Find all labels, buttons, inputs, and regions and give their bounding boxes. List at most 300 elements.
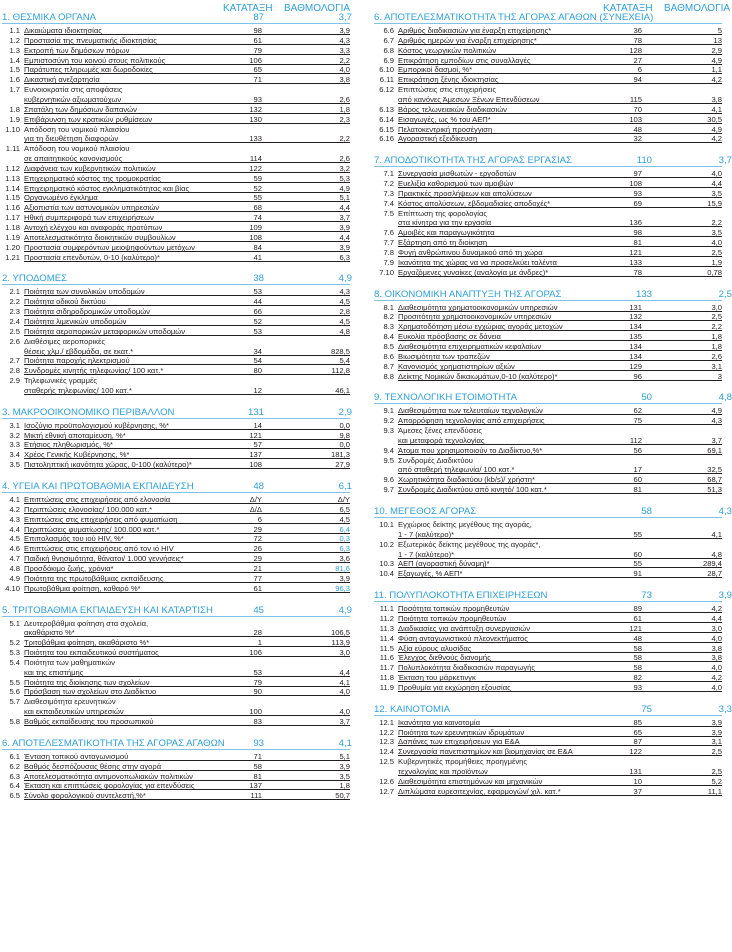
indicator-number: 11.2: [379, 613, 394, 623]
indicator-number: 1.11: [5, 144, 20, 154]
section-name: 6. ΑΠΟΤΕΛΕΣΜΑΤΙΚΟΤΗΤΑ ΤΗΣ ΑΓΟΡΑΣ ΑΓΑΘΩΝ: [2, 737, 225, 749]
indicator-score: 2,9: [711, 45, 722, 55]
indicator-label: Εγχώριος δείκτης μεγέθους της αγοράς,: [398, 520, 532, 529]
indicator-label: Έλεγχος διεθνούς διανομής: [398, 653, 491, 663]
section-score: 4,9: [338, 604, 352, 616]
indicator-label: Συνεργασία πανεπιστημίων και βιομηχανίας σε Ε&Α: [398, 747, 573, 757]
indicator-label: Διαδικασίες για ανάπτυξη συνεργασιών: [398, 623, 531, 633]
indicator-label: Έκταση και επιπτώσεις φορολογίας για επενδύσεις: [24, 781, 195, 791]
indicator-rank: 78: [633, 35, 642, 45]
indicator-score: 2,6: [339, 94, 350, 104]
indicator-label: Ποσότητα τοπικών προμηθευτών: [398, 604, 510, 614]
indicator-score: 3,0: [339, 648, 350, 658]
section-rule: [2, 749, 350, 750]
rank-header: ΚΑΤΑΤΑΞΗ: [223, 3, 273, 14]
indicator-label: Ποιότητα της διοίκησης των σχολείων: [24, 677, 150, 687]
indicator-number: 7.7: [383, 238, 394, 248]
section-rule: [2, 616, 350, 617]
indicator-rank: 1: [257, 638, 262, 648]
indicator-score: 4,4: [711, 179, 722, 189]
indicator-number: 1.3: [9, 45, 20, 55]
indicator-number: 11.5: [379, 643, 394, 653]
indicator-score: Δ/Υ: [337, 495, 350, 504]
indicator-number: 1.15: [5, 193, 20, 203]
indicator-rank: 114: [249, 154, 262, 164]
indicator-score: 5,3: [339, 173, 350, 183]
indicator-score: 113,9: [331, 638, 350, 648]
indicator-number: 1.7: [9, 85, 20, 95]
indicator-rank: 21: [253, 563, 262, 573]
indicator-rank: 112: [629, 435, 642, 445]
indicator-rank: 57: [253, 440, 262, 450]
indicator-score: 4,9: [711, 406, 722, 416]
indicator-rank: 32: [633, 134, 642, 144]
indicator-score: 1,9: [711, 257, 722, 267]
indicator-label: Εξαγωγές, % ΑΕΠ*: [398, 569, 463, 579]
indicator-number: 1.4: [9, 55, 20, 65]
indicator-rank: 80: [253, 366, 262, 376]
indicator-score: 3,0: [711, 623, 722, 633]
section-rule: [374, 300, 722, 301]
section-rank: 131: [247, 406, 264, 418]
indicator-label: Ποιότητα του εκπαιδευτικού συστήματος: [24, 648, 159, 658]
indicator-score: 0,3: [339, 534, 350, 544]
indicator-label: Επιχειρηματικό κόστος της τρομοκρατίας: [24, 173, 161, 183]
indicator-label: Βαθμός δεσπόζουσας θέσης στην αγορά: [24, 761, 162, 771]
section-rank: 75: [641, 703, 652, 715]
indicator-score: 3,2: [339, 163, 350, 173]
indicator-rank: 52: [253, 183, 262, 193]
indicator-label: σε απαιτητικούς κανονισμούς: [24, 154, 123, 164]
indicator-number: 7.1: [383, 169, 394, 179]
indicator-rank: 58: [253, 761, 262, 771]
section-name: 7. ΑΠΟΔΟΤΙΚΟΤΗΤΑ ΤΗΣ ΑΓΟΡΑΣ ΕΡΓΑΣΙΑΣ: [374, 155, 572, 167]
indicator-number: 6.13: [379, 104, 394, 114]
indicator-number: 8.3: [383, 322, 394, 332]
indicator-rank: 72: [253, 534, 262, 544]
indicator-label: Επιπολασμός του ιού HIV, %*: [24, 534, 124, 544]
indicator-label: Παιδική θνησιμότητα, θάνατοι/ 1.000 γεννήσεις*: [24, 554, 184, 564]
indicator-score: 6,3: [339, 544, 350, 554]
indicator-label: Απόδοση του νομικού πλαισίου: [24, 124, 130, 134]
indicator-rank: 90: [253, 687, 262, 697]
section-score: 4,1: [338, 737, 352, 749]
indicator-score: 2,3: [339, 114, 350, 124]
section-name: 1. ΘΕΣΜΙΚΑ ΟΡΓΑΝΑ: [2, 12, 97, 23]
indicator-score: 4,4: [339, 667, 350, 677]
indicator-score: 4,1: [711, 529, 722, 539]
indicator-rank: 68: [253, 203, 262, 213]
indicator-label: Δευτεροβάθμια φοίτηση στα σχολεία,: [24, 618, 149, 628]
indicator-number: 1.5: [9, 65, 20, 75]
indicator-number: 1.19: [5, 232, 20, 242]
indicator-rank: 58: [633, 663, 642, 673]
indicator-rank: 109: [249, 223, 262, 232]
indicator-score: 4,2: [711, 75, 722, 85]
section-name: 12. ΚΑΙΝΟΤΟΜΙΑ: [374, 703, 451, 715]
indicator-label: Φυγή ανθρώπινου δυναμικού από τη χώρα: [398, 248, 543, 257]
indicator-score: 6,3: [339, 252, 350, 262]
indicator-score: 11,1: [707, 786, 722, 796]
indicator-number: 4.4: [9, 524, 20, 534]
section-rule: [374, 601, 722, 602]
indicator-number: 11.7: [379, 663, 394, 673]
indicator-score: 5,1: [339, 751, 350, 761]
indicator-label: Ευελιξία καθορισμού των αμοιβών: [398, 179, 514, 189]
indicator-number: 3.1: [9, 420, 20, 430]
indicator-number: 2.1: [9, 287, 20, 297]
indicator-number: 4.9: [9, 573, 20, 583]
indicator-number: 6.10: [379, 65, 394, 75]
indicator-rank: 98: [253, 26, 262, 35]
indicator-score: 50,7: [335, 791, 350, 801]
section-score: 4,3: [718, 506, 732, 517]
indicator-score: 2,2: [339, 134, 350, 144]
section-rank: 87: [253, 12, 264, 23]
indicator-score: 3,9: [711, 717, 722, 727]
indicator-label: Εισαγωγές, ως % του ΑΕΠ*: [398, 114, 491, 124]
indicator-number: 4.1: [9, 495, 20, 504]
indicator-score: 2,8: [339, 307, 350, 317]
indicator-label: 1 - 7 (καλύτερο)*: [398, 549, 455, 559]
indicator-number: 1.1: [9, 26, 20, 35]
indicator-number: 12.6: [379, 776, 394, 786]
indicator-rank: 6: [257, 514, 262, 524]
indicator-number: 8.8: [383, 371, 394, 381]
indicator-score: 3,9: [339, 26, 350, 35]
indicator-score: 3,7: [711, 435, 722, 445]
indicator-number: 2.2: [9, 297, 20, 307]
indicator-score: 4,0: [711, 633, 722, 643]
indicator-rank: 79: [253, 677, 262, 687]
indicator-label: Διαθέσιμες αεροπορικές: [24, 336, 106, 346]
indicator-label: Προστασία της πνευματικής ιδιοκτησίας: [24, 35, 157, 45]
indicator-rank: 133: [249, 134, 262, 144]
indicator-label: Εκτροπή των δημόσιων πόρων: [24, 45, 130, 55]
indicator-score: 4,8: [339, 326, 350, 336]
indicator-score: 3,1: [711, 361, 722, 371]
indicator-rank: 91: [633, 569, 642, 579]
indicator-rank: 134: [629, 341, 642, 351]
indicator-label: Διαθεσιμότητα χρηματοοικονομικών υπηρεσιών: [398, 302, 558, 312]
indicator-score: 4,1: [339, 677, 350, 687]
section-score: 6,1: [338, 481, 352, 492]
indicator-number: 8.5: [383, 341, 394, 351]
indicator-number: 7.5: [383, 208, 394, 218]
indicator-rank: 108: [249, 460, 262, 470]
indicator-label: Περιπτώσεις φυματίωσης/ 100.000 κατ.*: [24, 524, 160, 534]
indicator-number: 8.4: [383, 332, 394, 342]
indicator-score: 0,0: [339, 420, 350, 430]
indicator-rank: 94: [633, 75, 642, 85]
indicator-rank: 121: [629, 248, 642, 257]
indicator-label: Τριτοβάθμια φοίτηση, ακαθάριστο %*: [24, 638, 150, 648]
indicator-label: Δαπάνες των επιχειρήσεων για Ε&Α: [398, 737, 520, 747]
indicator-rank: 60: [633, 475, 642, 485]
indicator-rank: 129: [629, 361, 642, 371]
indicator-rank: 121: [249, 430, 262, 440]
indicator-label: Ποιότητα παροχής ηλεκτρισμού: [24, 356, 130, 366]
indicator-label: Σύνολο φορολογικού συντελεστή,%*: [24, 791, 146, 801]
indicator-score: 68,7: [707, 475, 722, 485]
indicator-number: 10.4: [379, 569, 394, 579]
section-score: 4,8: [718, 392, 732, 404]
indicator-label: Πρακτικές προσλήψεων και απολύσεων: [398, 188, 532, 198]
section-rule: [2, 23, 350, 24]
indicator-number: 2.5: [9, 326, 20, 336]
score-header: ΒΑΘΜΟΛΟΓΙΑ: [664, 3, 731, 14]
indicator-label: Προστασία επενδυτών, 0-10 (καλύτερο)*: [24, 252, 161, 262]
indicator-number: 4.2: [9, 504, 20, 514]
indicator-score: 6,5: [339, 504, 350, 514]
indicator-label: Αγοραστική εξειδίκευση: [398, 134, 478, 144]
section-score: 3,9: [718, 590, 732, 602]
indicator-label: Βαθμός εκπαίδευσης του προσωπικού: [24, 717, 154, 726]
indicator-score: 4,4: [339, 203, 350, 213]
indicator-number: 12.7: [379, 786, 394, 796]
indicator-label: Ένταση τοπικού ανταγωνισμού: [24, 751, 129, 761]
indicator-score: 4,4: [339, 232, 350, 242]
indicator-rank: 93: [633, 682, 642, 692]
indicator-label: Ετήσιος πληθωρισμός, %*: [24, 440, 113, 450]
indicator-score: 3,9: [339, 761, 350, 771]
indicator-label: Άμεσες ξένες επενδύσεις: [398, 426, 483, 436]
indicator-score: 4,0: [711, 682, 722, 692]
indicator-rank: 136: [629, 218, 642, 228]
section-name: 10. ΜΕΓΕΘΟΣ ΑΓΟΡΑΣ: [374, 506, 477, 517]
section-name: 3. ΜΑΚΡΟΟΙΚΟΝΟΜΙΚΟ ΠΕΡΙΒΑΛΛΟΝ: [2, 406, 175, 418]
indicator-rank: 53: [253, 326, 262, 336]
indicator-score: 3,8: [711, 643, 722, 653]
indicator-score: 3,8: [711, 653, 722, 663]
indicator-score: 2,5: [711, 312, 722, 322]
indicator-rank: 134: [629, 351, 642, 361]
indicator-score: 3,9: [339, 223, 350, 232]
indicator-number: 6.6: [383, 26, 394, 35]
indicator-score: 0,78: [707, 267, 722, 277]
indicator-score: 4,0: [711, 238, 722, 248]
indicator-score: 2,6: [339, 154, 350, 164]
section-rule: [374, 23, 722, 24]
indicator-number: 4.10: [5, 583, 20, 593]
indicator-number: 12.3: [379, 737, 394, 747]
indicator-score: 1,8: [711, 332, 722, 342]
indicator-number: 1.17: [5, 213, 20, 223]
indicator-rank: 28: [253, 628, 262, 638]
indicator-label: Αριθμός ημερών για έναρξη επιχείρησης*: [398, 35, 537, 45]
indicator-rank: 137: [249, 781, 262, 791]
indicator-label: Επικράτηση ξένης ιδιοκτησίας: [398, 75, 499, 85]
section-rank: 45: [253, 604, 264, 616]
indicator-label: Συνεργασία μισθωτών - εργοδοτών: [398, 169, 517, 179]
indicator-rank: 70: [633, 104, 642, 114]
indicator-rank: 128: [629, 45, 642, 55]
indicator-score: 181,3: [330, 450, 350, 460]
indicator-label: Ισοζύγιο προϋπολογισμού κυβέρνησης, %*: [24, 420, 169, 430]
indicator-rank: 111: [250, 791, 262, 801]
indicator-number: 2.6: [9, 336, 20, 346]
indicator-score: 3,7: [339, 213, 350, 223]
indicator-label: Επιπτώσεις στις επιχειρήσεις από ελονοσία: [24, 495, 171, 504]
indicator-label: κυβερνητικών αξιωματούχων: [24, 94, 122, 104]
indicator-label: Χωρητικότητα διαδικτύου (kb/s)/ χρήστη*: [398, 475, 535, 485]
indicator-score: 1,1: [711, 65, 722, 75]
indicator-rank: 56: [633, 445, 642, 455]
indicator-number: 1.6: [9, 75, 20, 85]
indicator-label: Εργαζόμενες γυναίκες (αναλογία με άνδρες)*: [398, 267, 549, 277]
indicator-score: 30,5: [707, 114, 722, 124]
indicator-label: Επιβάρυνση των κρατικών ρυθμίσεων: [24, 114, 153, 124]
indicator-label: Διαθεσιμότητα των τελευταίων τεχνολογιών: [398, 406, 543, 416]
indicator-rank: 69: [633, 198, 642, 208]
indicator-label: για τη διευθέτηση διαφορών: [24, 134, 119, 144]
indicator-number: 7.3: [383, 188, 394, 198]
indicator-score: 4,0: [711, 663, 722, 673]
indicator-rank: 29: [253, 524, 262, 534]
indicator-rank: 87: [633, 737, 642, 747]
indicator-label: Αντοχή ελέγχου και αναφοράς προτύπων: [24, 223, 163, 232]
indicator-label: Ποιότητα αεροπορικών μεταφορικών υποδομών: [24, 326, 186, 336]
indicator-score: 13: [713, 35, 722, 45]
indicator-rank: 115: [629, 94, 642, 104]
indicator-number: 1.10: [5, 124, 20, 134]
indicator-score: 4,4: [711, 613, 722, 623]
indicator-label: Ποιότητα λιμενικών υποδομών: [24, 316, 127, 326]
section-name: 8. ΟΙΚΟΝΟΜΙΚΗ ΑΝΑΠΤΥΞΗ ΤΗΣ ΑΓΟΡΑΣ: [374, 288, 562, 300]
indicator-score: 5,4: [339, 356, 350, 366]
indicator-number: 6.2: [9, 761, 20, 771]
section-rank: 110: [636, 155, 652, 167]
indicator-label: Κυβερνητικές προμήθειες προηγμένης: [398, 757, 528, 767]
indicator-number: 2.8: [9, 366, 20, 376]
indicator-score: 3,9: [339, 242, 350, 252]
indicator-label: Δικαστική ανεξαρτησία: [24, 75, 100, 85]
section-name: 9. ΤΕΧΝΟΛΟΓΙΚΗ ΕΤΟΙΜΟΤΗΤΑ: [374, 392, 517, 404]
indicator-rank: 84: [253, 242, 262, 252]
indicator-score: 5,1: [339, 193, 350, 203]
indicator-rank: 106: [249, 648, 262, 658]
indicator-label: στα κίνητρα για την εργασία: [398, 218, 492, 228]
indicator-rank: Δ/Δ: [249, 504, 262, 514]
indicator-number: 1.14: [5, 183, 20, 193]
indicator-score: 4,3: [339, 35, 350, 45]
indicator-score: 4,5: [339, 316, 350, 326]
indicator-label: από κανόνες Άμεσων Ξένων Επενδύσεων: [398, 94, 540, 104]
indicator-rank: 122: [629, 747, 642, 757]
indicator-score: 3,5: [711, 228, 722, 238]
indicator-label: Αξιοπιστία των αστυνομικών υπηρεσιών: [24, 203, 160, 213]
indicator-score: 4,9: [711, 55, 722, 65]
indicator-score: 5: [717, 26, 722, 35]
indicator-number: 7.8: [383, 248, 394, 257]
indicator-label: Ποιότητα τοπικών προμηθευτών: [398, 613, 507, 623]
indicator-number: 4.7: [9, 554, 20, 564]
indicator-score: 4,3: [711, 416, 722, 426]
indicator-number: 12.5: [379, 757, 394, 767]
section-score: 2,5: [718, 288, 732, 300]
section-rule: [2, 284, 350, 285]
indicator-label: Διαθεσιμότητα επιστημόνων και μηχανικών: [398, 776, 543, 786]
indicator-number: 12.4: [379, 747, 394, 757]
indicator-rank: 71: [253, 75, 262, 85]
indicator-label: Επίπτωση της φορολογίας: [398, 208, 488, 218]
indicator-score: 4,2: [711, 604, 722, 614]
indicator-label: Ευκολία πρόσβασης σε δάνεια: [398, 332, 501, 342]
indicator-label: Εμπορικοί δασμοί, %*: [398, 65, 473, 75]
indicator-number: 2.3: [9, 307, 20, 317]
indicator-rank: 55: [633, 559, 642, 569]
indicator-number: 3.3: [9, 440, 20, 450]
indicator-score: 3,5: [711, 188, 722, 198]
indicator-score: 4,9: [339, 183, 350, 193]
indicator-number: 10.3: [379, 559, 394, 569]
indicator-label: Ικανότητα της χώρας να να προσελκύει ταλέντα: [398, 257, 557, 267]
indicator-label: Προθυμία για εκχώρηση εξουσίας: [398, 682, 511, 692]
section-rank: 48: [253, 481, 264, 492]
indicator-label: Ποιότητα της πρωτοβάθμιας εκπαίδευσης: [24, 573, 164, 583]
indicator-rank: 81: [633, 238, 642, 248]
indicator-rank: 74: [253, 213, 262, 223]
indicator-number: 5.4: [9, 657, 20, 667]
indicator-score: 15,9: [707, 198, 722, 208]
indicator-score: 3,9: [711, 727, 722, 737]
section-rank: 38: [253, 273, 264, 285]
indicator-number: 6.15: [379, 124, 394, 134]
indicator-label: Εξωτερικός δείκτης μεγέθους της αγοράς*,: [398, 539, 541, 549]
indicator-rank: 78: [633, 267, 642, 277]
indicator-number: 6.14: [379, 114, 394, 124]
indicator-rank: 26: [253, 544, 262, 554]
indicator-number: 11.4: [379, 633, 394, 643]
section-score: 4,9: [338, 273, 352, 285]
indicator-label: Αποτελεσματικότητα αντιμονοπωλιακών πολιτικών: [24, 771, 193, 781]
indicator-score: 289,4: [702, 559, 722, 569]
indicator-score: 4,8: [711, 549, 722, 559]
indicator-rank: 103: [629, 114, 642, 124]
indicator-number: 3.2: [9, 430, 20, 440]
indicator-number: 11.9: [379, 682, 394, 692]
indicator-score: 3,7: [339, 717, 350, 726]
indicator-rank: 58: [633, 643, 642, 653]
indicator-rank: 27: [633, 55, 642, 65]
indicator-score: 4,9: [711, 124, 722, 134]
indicator-rank: 55: [633, 529, 642, 539]
indicator-label: Εξάρτηση από τη διοίκηση: [398, 238, 488, 248]
section-rank: 93: [253, 737, 264, 749]
indicator-label: 1 - 7 (καλύτερο)*: [398, 529, 455, 539]
indicator-rank: 98: [633, 228, 642, 238]
indicator-label: Διαθεσιμότητα ερευνητικών: [24, 697, 116, 707]
indicator-number: 9.5: [383, 455, 394, 465]
indicator-rank: 85: [633, 717, 642, 727]
indicator-label: και μεταφορά τεχνολογίας: [398, 435, 485, 445]
indicator-rank: 79: [253, 45, 262, 55]
indicator-rank: 135: [629, 332, 642, 342]
indicator-score: 5,2: [711, 776, 722, 786]
indicator-label: Χρέος Γενικής Κυβέρνησης, %*: [24, 450, 130, 460]
indicator-label: Χρηματοδότηση μέσω εγχώριας αγοράς μετοχών: [398, 322, 563, 332]
section-rank: 73: [641, 590, 652, 602]
indicator-label: Απορρόφηση τεχνολογίας από επιχειρήσεις: [398, 416, 545, 426]
indicator-number: 1.20: [5, 242, 20, 252]
indicator-label: Αριθμός διαδικασιών για έναρξη επιχείρησης*: [398, 26, 552, 35]
indicator-score: 3,5: [339, 771, 350, 781]
indicator-number: 9.7: [383, 485, 394, 495]
indicator-number: 11.1: [379, 604, 394, 614]
indicator-score: 0,0: [339, 440, 350, 450]
indicator-rank: 52: [253, 316, 262, 326]
indicator-rank: 48: [633, 633, 642, 643]
